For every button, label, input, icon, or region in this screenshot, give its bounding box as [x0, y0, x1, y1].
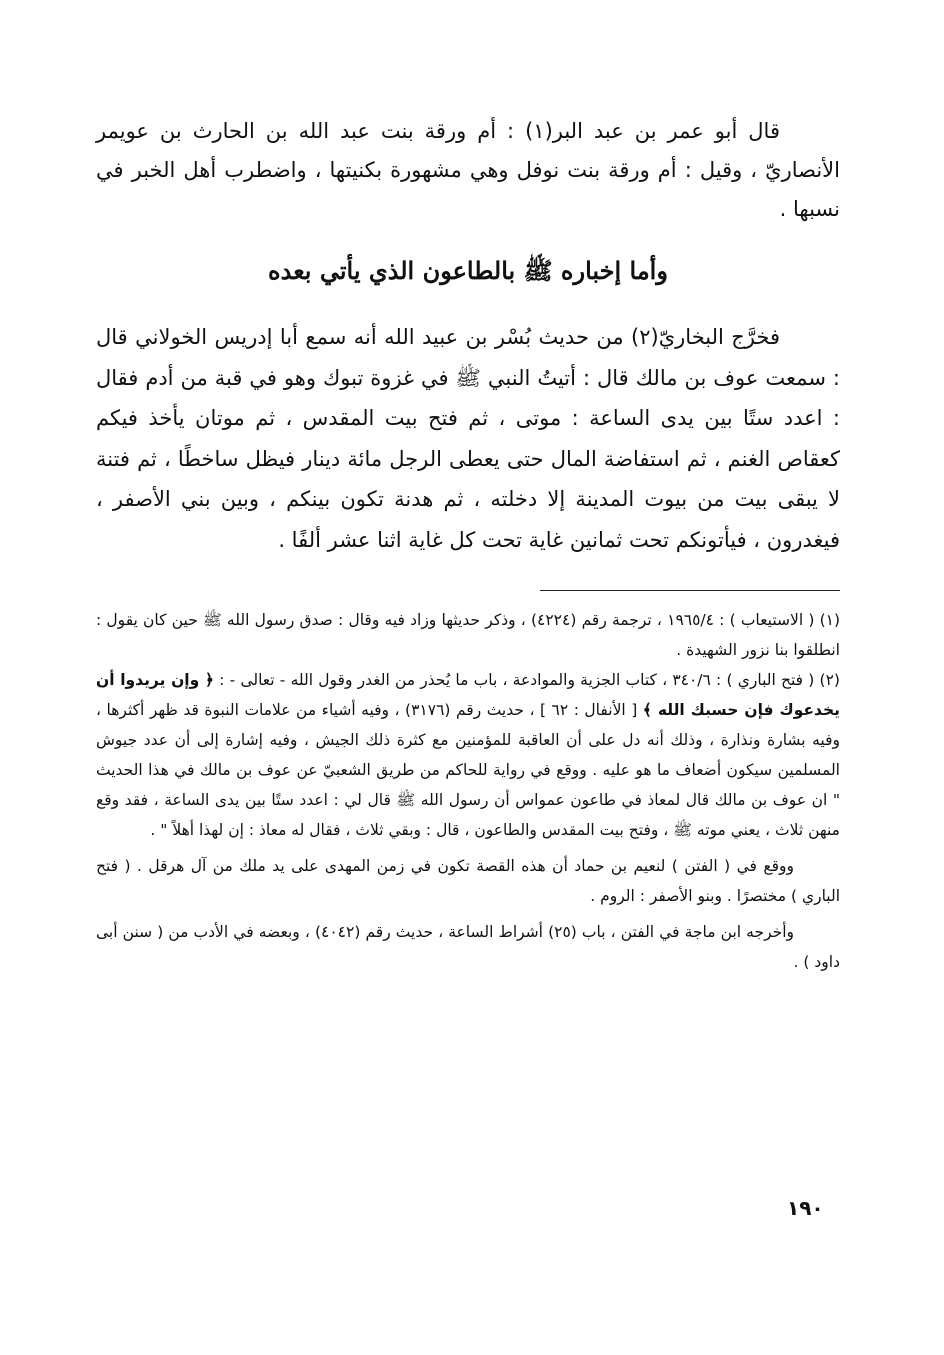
footnote-2-part-a: (٢) ( فتح الباري ) : ٣٤٠/٦ ، كتاب الجزية والموادعة ، باب ما يُحذر من الغدر وقول الله - تعالى - : — [219, 671, 840, 689]
footnote-1: (١) ( الاستيعاب ) : ١٩٦٥/٤ ، ترجمة رقم (٤٢٢٤) ، وذكر حديثها وزاد فيه وقال : صدق رسول الله ﷺ حين كان يقول : انطلقوا بنا نزور الشهيدة . — [96, 611, 841, 659]
footnote-separator — [540, 590, 840, 591]
hadith-paragraph: فخرَّج البخاريّ(٢) من حديث بُسْر بن عبيد الله أنه سمع أبا إدريس الخولاني قال : سمعت عوف بن مالك قال : أتيتُ النبي ﷺ في غزوة تبوك وهو في قبة من أدم فقال : اعدد ستًا بين يدى الساعة : موتى ، ثم فتح بيت المقدس ، ثم موتان يأخذ فيكم كعقاص الغنم ، ثم استفاضة المال حتى يعطى الرجل مائة دينار فيظل ساخطًا ، ثم فتنة لا يبقى بيت من بيوت المدينة إلا دخلته ، ثم هدنة تكون بينكم ، وبين بني الأصفر ، فيغدرون ، فيأتونكم تحت ثمانين غاية تحت كل غاية اثنا عشر ألفًا . — [96, 325, 840, 552]
footnote-2-continuation-1: ووقع في ( الفتن ) لنعيم بن حماد أن هذه القصة تكون في زمن المهدى على يد ملك من آل هرقل . ( فتح الباري ) مختصرًا . وبنو الأصفر : الروم . — [96, 857, 840, 905]
page-body — [96, 112, 840, 977]
section-heading: وأما إخباره ﷺ بالطاعون الذي يأتي بعده — [268, 256, 668, 285]
intro-paragraph: قال أبو عمر بن عبد البر(١) : أم ورقة بنت عبد الله بن الحارث بن عويمر الأنصاريّ ، وقيل : أم ورقة بنت نوفل وهي مشهورة بكنيتها ، واضطرب أهل الخبر في نسبها . — [96, 119, 840, 221]
page-number: ١٩٠ — [787, 1196, 824, 1220]
footnote-2-part-b: [ الأنفال : ٦٢ ] ، حديث رقم (٣١٧٦) ، وفيه أشياء من علامات النبوة قد ظهر أكثرها ، وفيه بشارة ونذارة ، وذلك أنه دل على أن العاقبة للمؤمنين مع كثرة ذلك الجيش ، وفيه إشارة إلى أن عدد جيوش المسلمين سيكون أضعاف ما هو عليه . ووقع في رواية للحاكم من طريق الشعبيّ عن عوف بن مالك في هذا الحديث " ان عوف بن مالك قال لمعاذ في طاعون عمواس أن رسول الله ﷺ قال لي : اعدد ستًا بين يدى الساعة ، فقد وقع منهن ثلاث ، يعني موته ﷺ ، وفتح بيت المقدس والطاعون ، قال : وبقي ثلاث ، فقال له معاذ : إن لهذا أهلاً " . — [96, 701, 840, 839]
footnote-2 — [96, 665, 840, 845]
footnote-2-continuation-2: وأخرجه ابن ماجة في الفتن ، باب (٢٥) أشراط الساعة ، حديث رقم (٤٠٤٢) ، وبعضه في الأدب من ( سنن أبى داود ) . — [96, 923, 840, 971]
footnote-2-quran-verse: ﴿ وإن يريدوا أن يخدعوك فإن حسبك الله ﴾ — [96, 671, 840, 719]
